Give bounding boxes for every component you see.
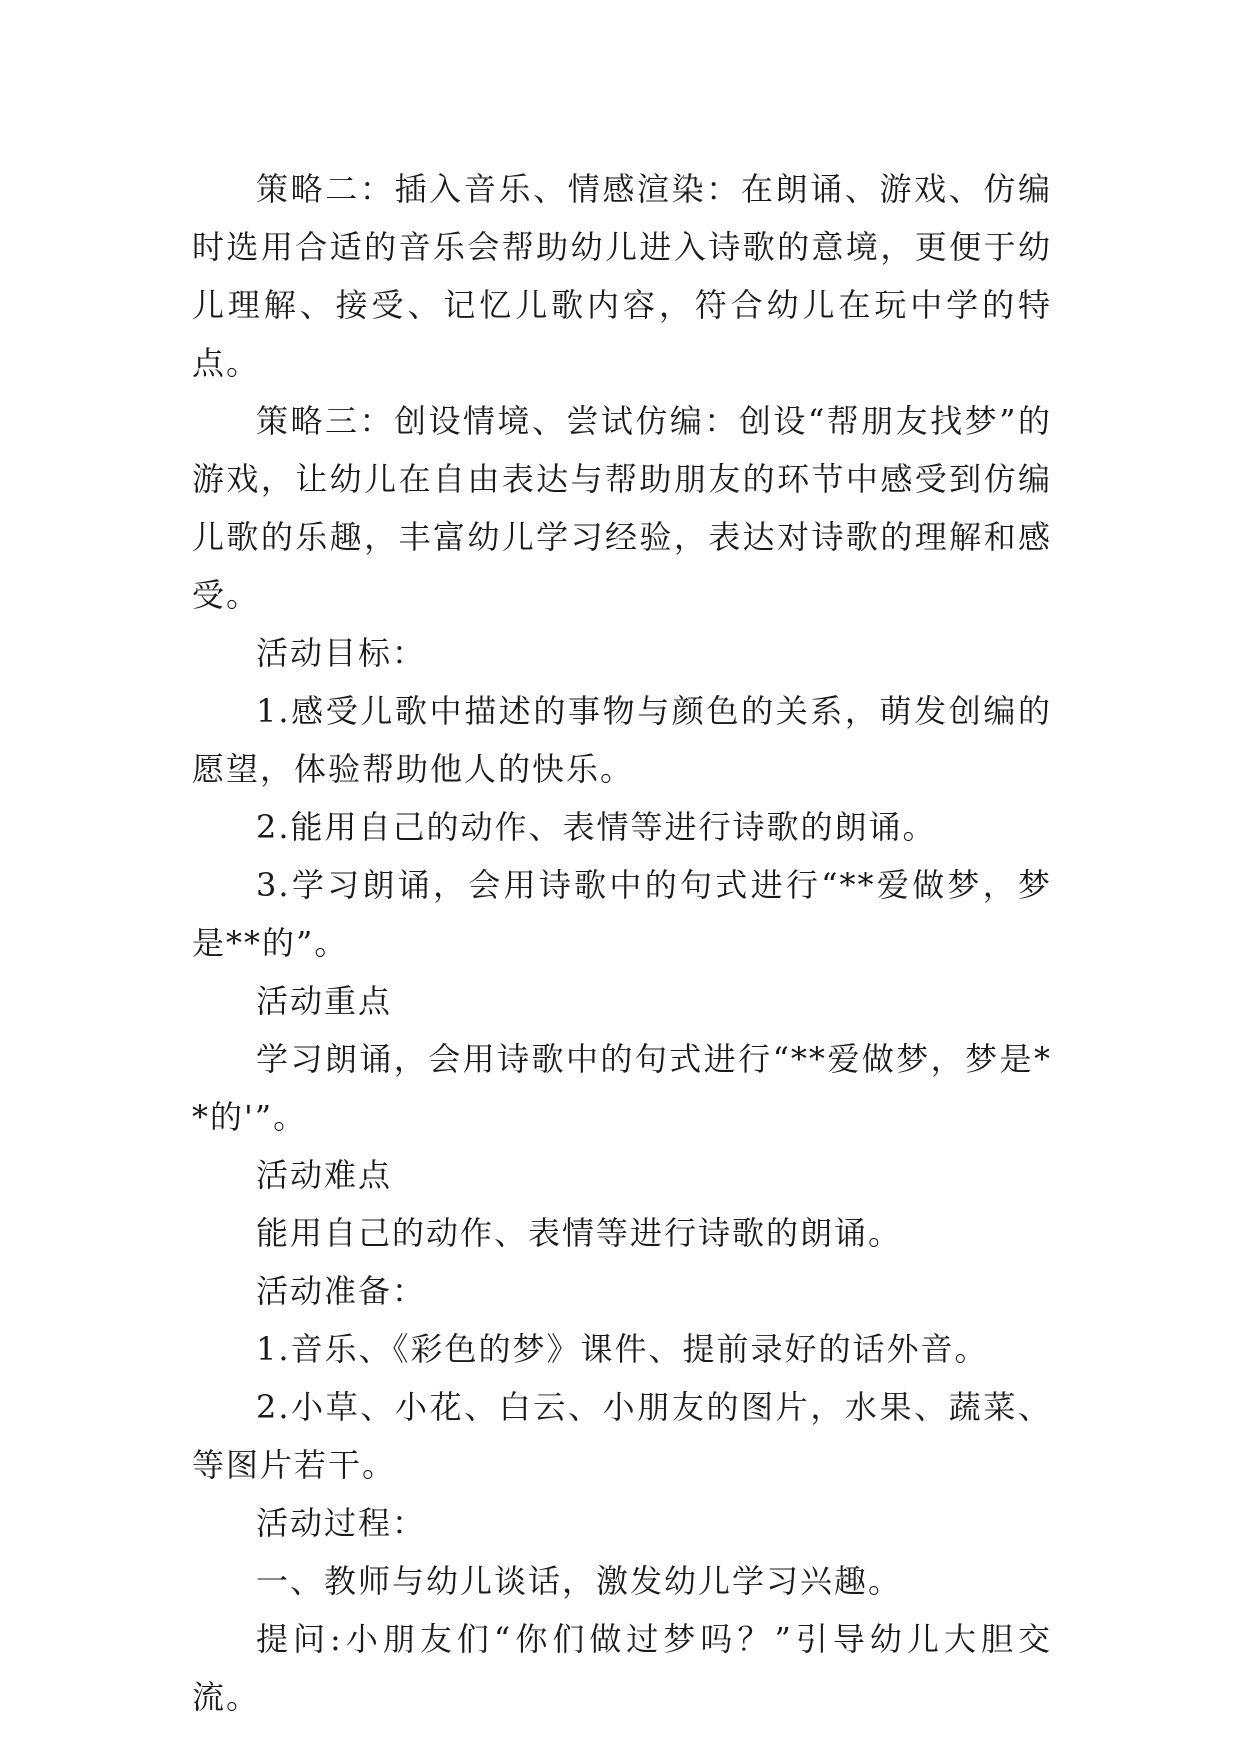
heading-process: 活动过程：	[256, 1504, 427, 1542]
goal-item-3: 3.学习朗诵，会用诗歌中的句式进行“**爱做梦，梦是**的”。	[192, 866, 1052, 962]
heading-activity-goals: 活动目标：	[256, 634, 427, 672]
key-points-text: 学习朗诵，会用诗歌中的句式进行“**爱做梦，梦是**的'”。	[192, 1040, 1052, 1136]
process-step-1: 一、教师与幼儿谈话，激发幼儿学习兴趣。	[256, 1562, 903, 1600]
heading-key-points: 活动重点	[256, 982, 393, 1020]
heading-difficulties: 活动难点	[256, 1156, 393, 1194]
goal-item-2: 2.能用自己的动作、表情等进行诗歌的朗诵。	[256, 808, 937, 846]
preparation-item-1: 1.音乐、《彩色的梦》课件、提前录好的话外音。	[256, 1330, 989, 1368]
process-question: 提问:小朋友们“你们做过梦吗？”引导幼儿大胆交流。	[192, 1620, 1052, 1716]
goal-item-1: 1.感受儿歌中描述的事物与颜色的关系，萌发创编的愿望，体验帮助他人的快乐。	[192, 692, 1052, 788]
paragraph-strategy-three: 策略三：创设情境、尝试仿编：创设“帮朋友找梦”的游戏，让幼儿在自由表达与帮助朋友的环节中感受到仿编儿歌的乐趣，丰富幼儿学习经验，表达对诗歌的理解和感受。	[192, 402, 1052, 614]
paragraph-strategy-two: 策略二：插入音乐、情感渲染：在朗诵、游戏、仿编时选用合适的音乐会帮助幼儿进入诗歌的意境，更便于幼儿理解、接受、记忆儿歌内容，符合幼儿在玩中学的特点。	[192, 170, 1052, 382]
heading-preparation: 活动准备：	[256, 1272, 427, 1310]
preparation-item-2: 2.小草、小花、白云、小朋友的图片，水果、蔬菜、等图片若干。	[192, 1388, 1052, 1484]
document-body	[192, 160, 1052, 1726]
difficulties-text: 能用自己的动作、表情等进行诗歌的朗诵。	[256, 1214, 903, 1252]
